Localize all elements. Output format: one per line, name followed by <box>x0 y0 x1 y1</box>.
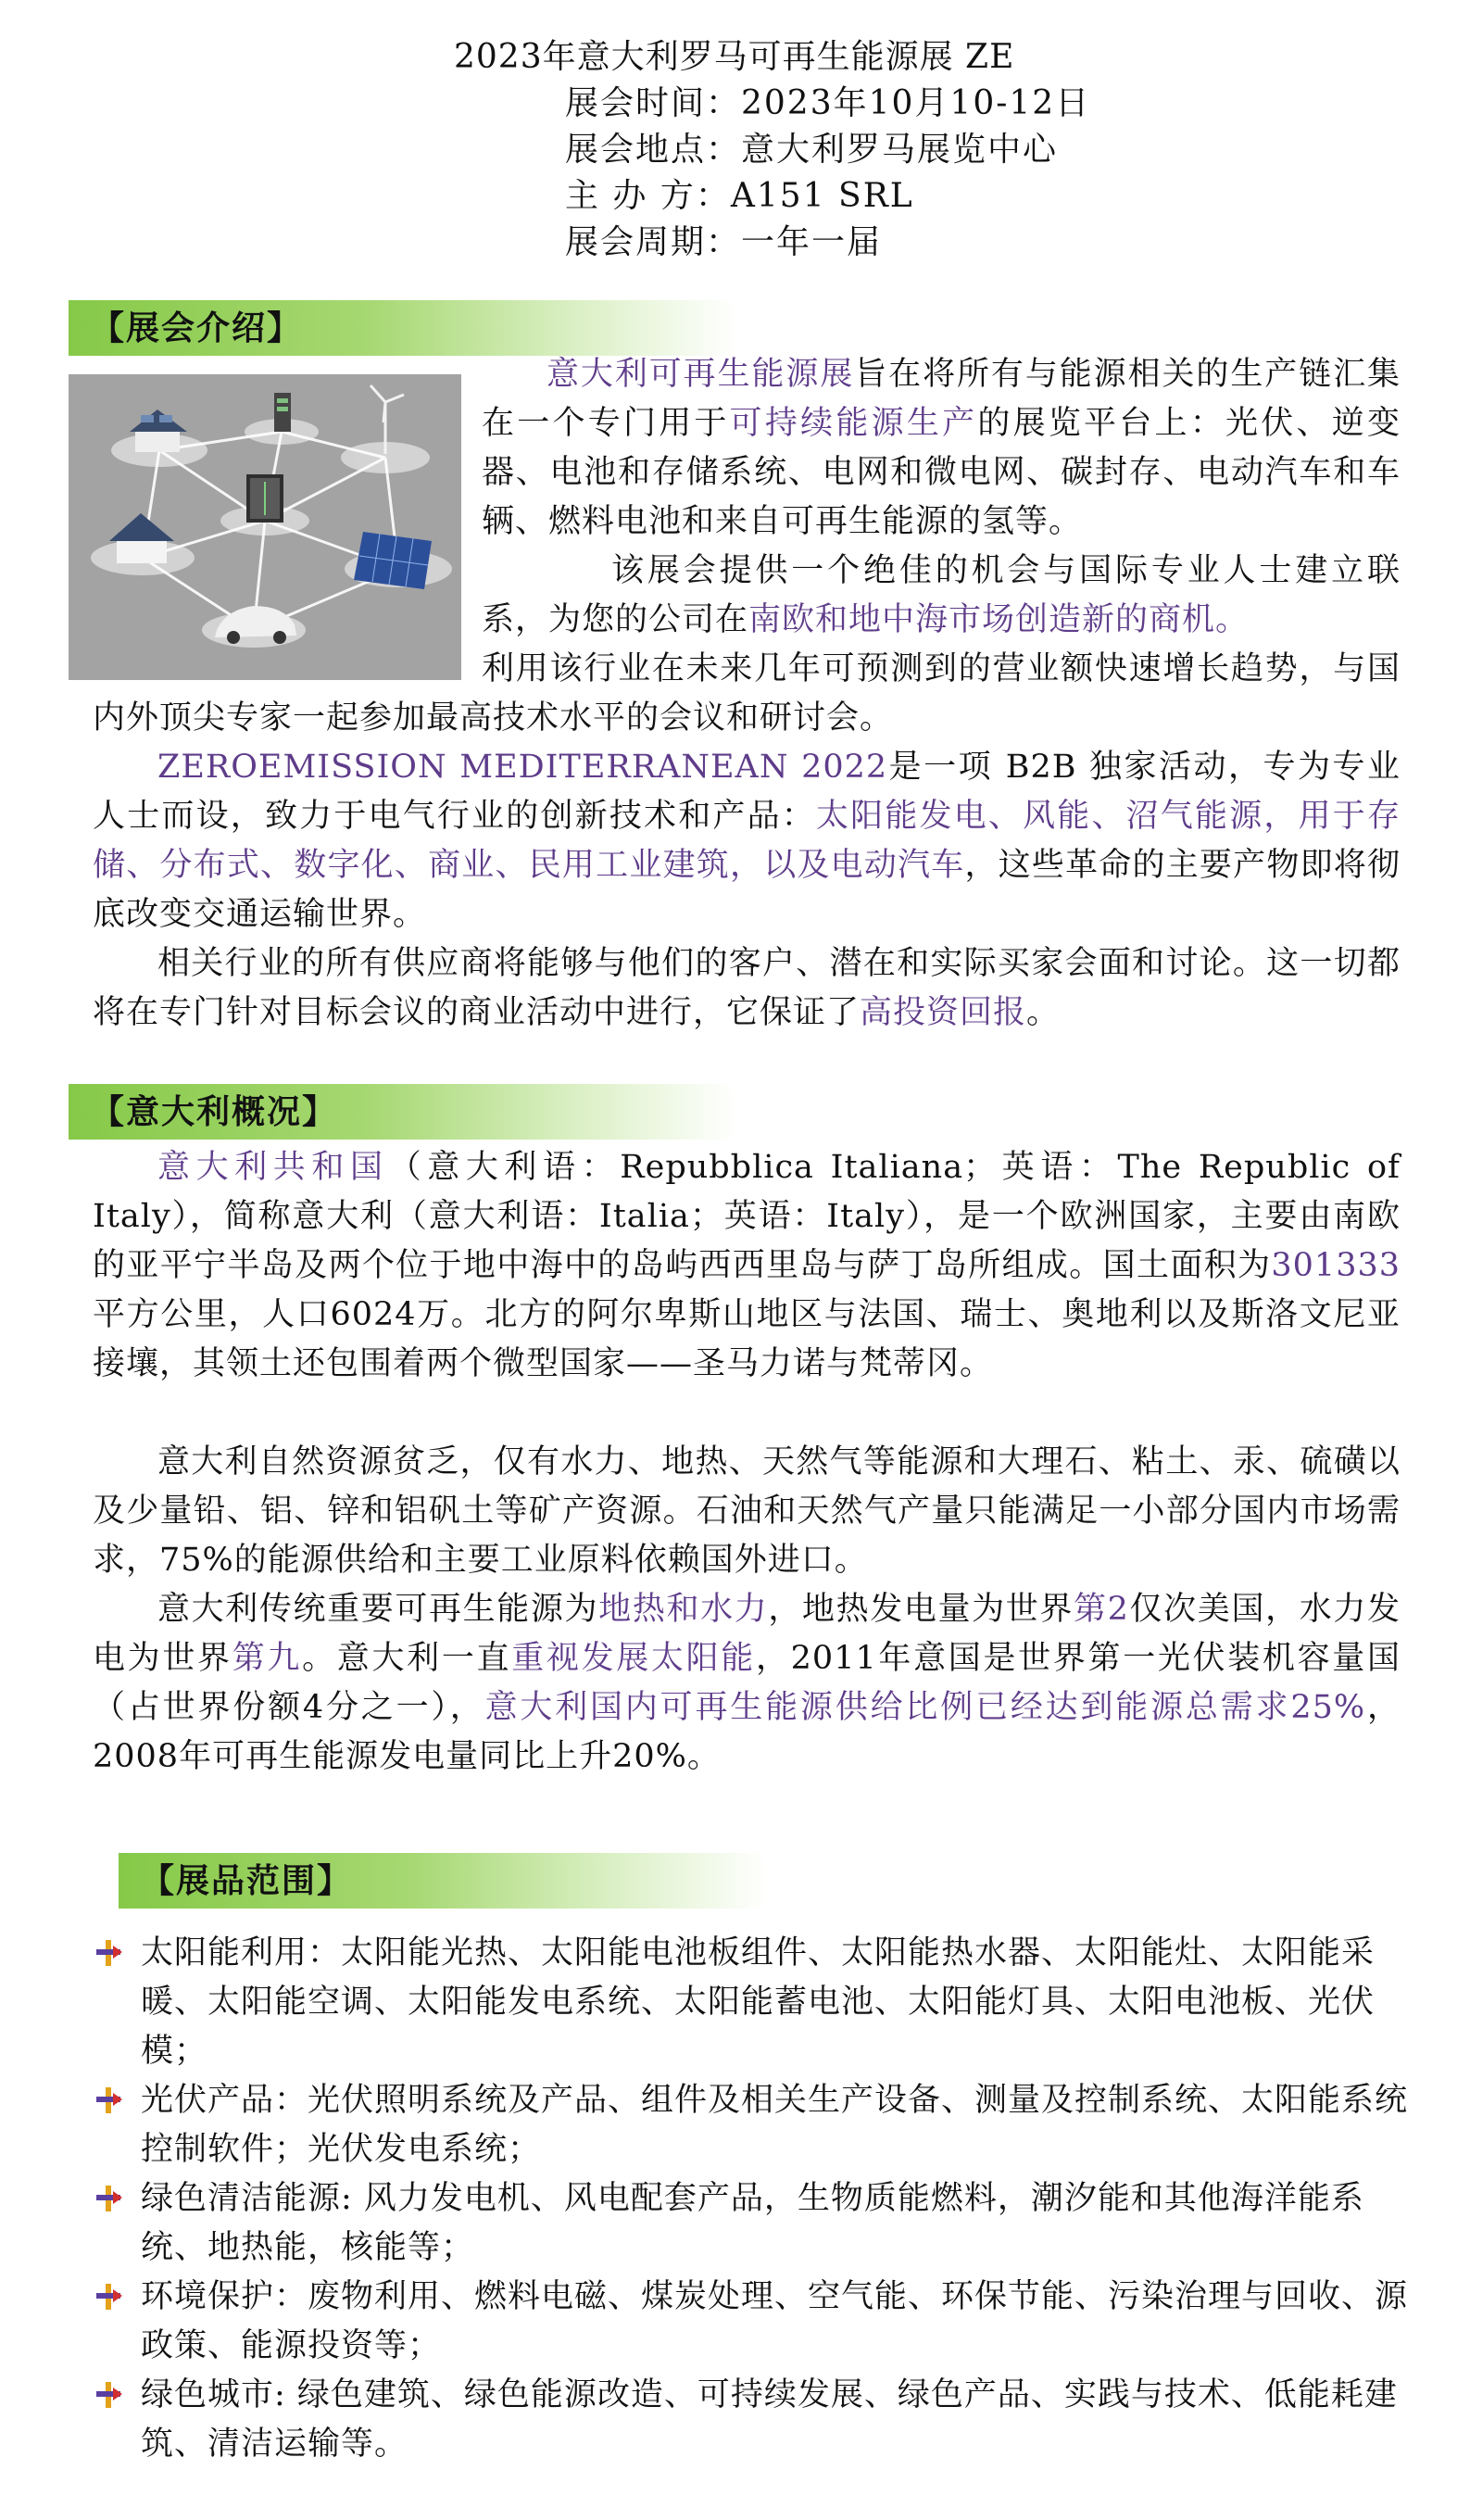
italy-highlight-solar: 重视发展太阳能 <box>511 1640 756 1677</box>
section-heading-products-label: 【展品范围】 <box>141 1861 353 1900</box>
italy-highlight-rank-2: 第2 <box>1074 1591 1129 1628</box>
intro-text: 旨在将所有与能源相关的生产链汇集在一个专门用于 <box>482 356 1401 442</box>
italy-text: ，2011年意国是世界第一光伏装机容量国（占世界份额4分之一）， <box>93 1640 1401 1726</box>
list-item <box>93 2174 1408 2273</box>
intro-paragraph-2-rest <box>93 645 1401 743</box>
arrow-bullet-icon <box>93 2085 124 2117</box>
italy-highlight-share: 意大利国内可再生能源供给比例已经达到能源总需求25% <box>484 1689 1366 1726</box>
intro-text: 的展览平台上：光伏、逆变器、电池和存储系统、电网和微电网、碳封存、电动汽车和车辆、燃料电池和来自可再生能源的氢等。 <box>482 405 1401 540</box>
intro-text: 利用该行业在未来几年可预测到的营业额快速增长趋势，与国内外顶尖专家一起参加最高技术水平的会议和研讨会。 <box>93 650 1401 737</box>
intro-paragraph-2 <box>482 547 1401 645</box>
italy-highlight-geothermal: 地热和水力 <box>598 1591 769 1628</box>
intro-highlight-roi: 高投资回报 <box>860 994 1027 1031</box>
italy-text: 意大利传统重要可再生能源为 <box>157 1591 599 1628</box>
section-heading-intro <box>69 300 735 356</box>
section-heading-italy-label: 【意大利概况】 <box>91 1092 338 1131</box>
list-item <box>93 2371 1408 2469</box>
section-heading-intro-label: 【展会介绍】 <box>91 309 303 347</box>
intro-highlight-sectors: 太阳能发电、风能、沼气能源，用于存储、分布式、数字化、商业、民用工业建筑，以及电动汽车 <box>93 798 1401 884</box>
italy-text: ，2008年可再生能源发电量同比上升20%。 <box>93 1689 1401 1775</box>
section-heading-products <box>119 1853 767 1909</box>
arrow-bullet-icon <box>93 2380 124 2412</box>
italy-paragraph-2 <box>93 1438 1401 1585</box>
product-list <box>93 1929 1408 2469</box>
italy-highlight-area: 301333 <box>1271 1247 1401 1284</box>
italy-text: ，地热发电量为世界 <box>768 1591 1074 1628</box>
intro-highlight-markets: 南欧和地中海市场创造新的商机。 <box>748 601 1250 638</box>
intro-highlight-expo-name: 意大利可再生能源展 <box>547 356 855 393</box>
exhibition-cycle: 展会周期：一年一届 <box>565 223 883 261</box>
product-item-text: 绿色城市: 绿色建筑、绿色能源改造、可持续发展、绿色产品、实践与技术、低能耗建筑、清洁运输等。 <box>141 2376 1398 2463</box>
intro-text: 。 <box>1026 994 1061 1031</box>
italy-highlight-rank-9: 第九 <box>232 1640 303 1677</box>
intro-highlight-event-name: ZEROEMISSION MEDITERRANEAN 2022 <box>157 749 888 786</box>
arrow-bullet-icon <box>93 2184 124 2215</box>
intro-paragraph-4 <box>93 939 1401 1038</box>
italy-text: 意大利自然资源贫乏，仅有水力、地热、天然气等能源和大理石、粘土、汞、硫磺以及少量铅、铝、锌和铝矾土等矿产资源。石油和天然气产量只能满足一小部分国内市场需求，75%的能源供给和主要工业原料依赖国外进口。 <box>93 1443 1401 1579</box>
intro-paragraph-3 <box>93 743 1401 939</box>
intro-text: 是一项 B2B 独家活动，专为专业人士而设，致力于电气行业的创新技术和产品： <box>93 749 1401 835</box>
product-item-text: 太阳能利用：太阳能光热、太阳能电池板组件、太阳能热水器、太阳能灶、太阳能采暖、太阳能空调、太阳能发电系统、太阳能蓄电池、太阳能灯具、太阳电池板、光伏模； <box>141 1934 1376 2070</box>
product-item-text: 环境保护：废物利用、燃料电磁、煤炭处理、空气能、环保节能、污染治理与回收、源政策、能源投资等； <box>141 2278 1409 2364</box>
intro-highlight-sustainable: 可持续能源生产 <box>729 405 978 442</box>
list-item <box>93 2076 1408 2174</box>
list-item <box>93 2273 1408 2371</box>
italy-paragraph-1 <box>93 1143 1401 1389</box>
list-item <box>93 1929 1408 2076</box>
product-item-text: 光伏产品：光伏照明系统及产品、组件及相关生产设备、测量及控制系统、太阳能系统控制软件；光伏发电系统； <box>141 2082 1409 2168</box>
intro-text: 该展会提供一个绝佳的机会与国际专业人士建立联系，为您的公司在 <box>482 552 1401 638</box>
italy-text: （意大利语：Repubblica Italiana；英语：The Republic of Italy），简称意大利（意大利语：Italia；英语：Italy），是一个欧洲国家，主要由南欧的亚平宁半岛及两个位于地中海中的岛屿西西里岛与萨丁岛所组成。国土面积为 <box>93 1149 1401 1284</box>
energy-network-graphic <box>69 374 461 680</box>
italy-text: 平方公里，人口6024万。北方的阿尔卑斯山地区与法国、瑞士、奥地利以及斯洛文尼亚接壤，其领土还包围着两个微型国家——圣马力诺与梵蒂冈。 <box>93 1296 1401 1382</box>
intro-text: 相关行业的所有供应商将能够与他们的客户、潜在和实际买家会面和讨论。这一切都将在专门针对目标会议的商业活动中进行，它保证了 <box>93 945 1401 1031</box>
intro-paragraph-1 <box>482 350 1401 547</box>
renewable-energy-network-illustration <box>69 374 461 680</box>
exhibition-venue: 展会地点：意大利罗马展览中心 <box>565 131 1059 169</box>
arrow-bullet-icon <box>93 1938 124 1970</box>
arrow-bullet-icon <box>93 2282 124 2313</box>
italy-text: 仅次美国，水力发电为世界 <box>93 1591 1401 1677</box>
section-heading-italy <box>69 1084 735 1140</box>
product-item-text: 绿色清洁能源: 风力发电机、风电配套产品，生物质能燃料，潮汐能和其他海洋能系统、地热能，核能等； <box>141 2180 1364 2266</box>
italy-paragraph-3 <box>93 1585 1401 1782</box>
exhibition-organizer: 主 办 方：A151 SRL <box>565 177 914 215</box>
page-title: 2023年意大利罗马可再生能源展 ZE <box>454 38 1015 76</box>
exhibition-time: 展会时间：2023年10月10-12日 <box>565 84 1091 122</box>
italy-highlight-republic: 意大利共和国 <box>157 1149 389 1186</box>
italy-text: 。意大利一直 <box>302 1640 512 1677</box>
intro-text: ，这些革命的主要产物即将彻底改变交通运输世界。 <box>93 847 1401 933</box>
